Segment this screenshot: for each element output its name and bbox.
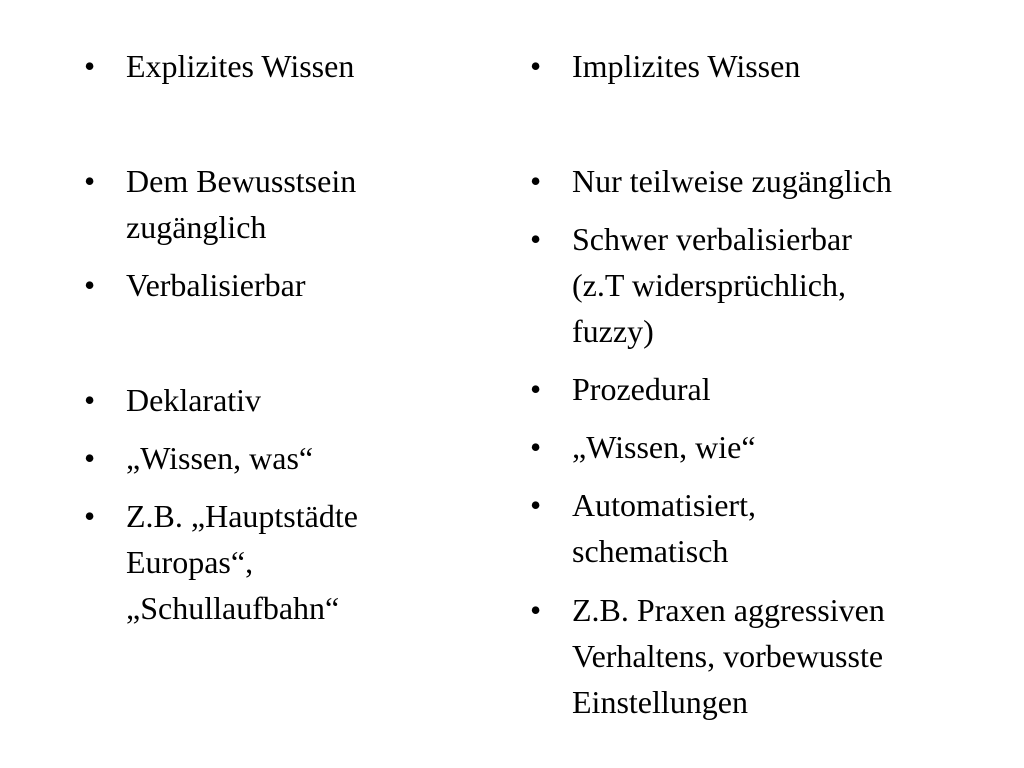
list-item-text: Prozedural [572, 371, 711, 407]
bullet-icon: • [84, 382, 96, 418]
list-item-text: Deklarativ [126, 382, 262, 418]
bullet-icon: • [84, 498, 96, 534]
bullet-icon: • [530, 592, 542, 628]
bullet-icon: • [530, 163, 542, 199]
bullet-icon: • [530, 371, 542, 407]
list-item-text: Implizites Wissen [572, 48, 801, 84]
list-item-text: Z.B. Praxen aggressiven Verhaltens, vorbewusste Einstellungen [572, 592, 885, 720]
list-item-text: Automatisiert, schematisch [572, 487, 756, 569]
list-item-text: „Wissen, wie“ [572, 429, 756, 465]
list-item-text: Verbalisierbar [126, 267, 306, 303]
bullet-icon: • [530, 487, 542, 523]
bullet-icon: • [84, 440, 96, 476]
bullet-icon: • [84, 48, 96, 84]
bullet-icon: • [530, 429, 542, 465]
list-item-text: Explizites Wissen [126, 48, 355, 84]
bullet-icon: • [530, 221, 542, 257]
bullet-icon: • [84, 267, 96, 303]
list-item-text: Z.B. „Hauptstädte Europas“, „Schullaufbahn“ [126, 498, 358, 626]
list-item-text: Dem Bewusstsein zugänglich [126, 163, 357, 245]
bullet-icon: • [530, 48, 542, 84]
list-item-text: Nur teilweise zugänglich [572, 163, 892, 199]
list-item-text: Schwer verbalisierbar (z.T widersprüchlich, fuzzy) [572, 221, 852, 349]
bullet-icon: • [84, 163, 96, 199]
list-item-text: „Wissen, was“ [126, 440, 314, 476]
